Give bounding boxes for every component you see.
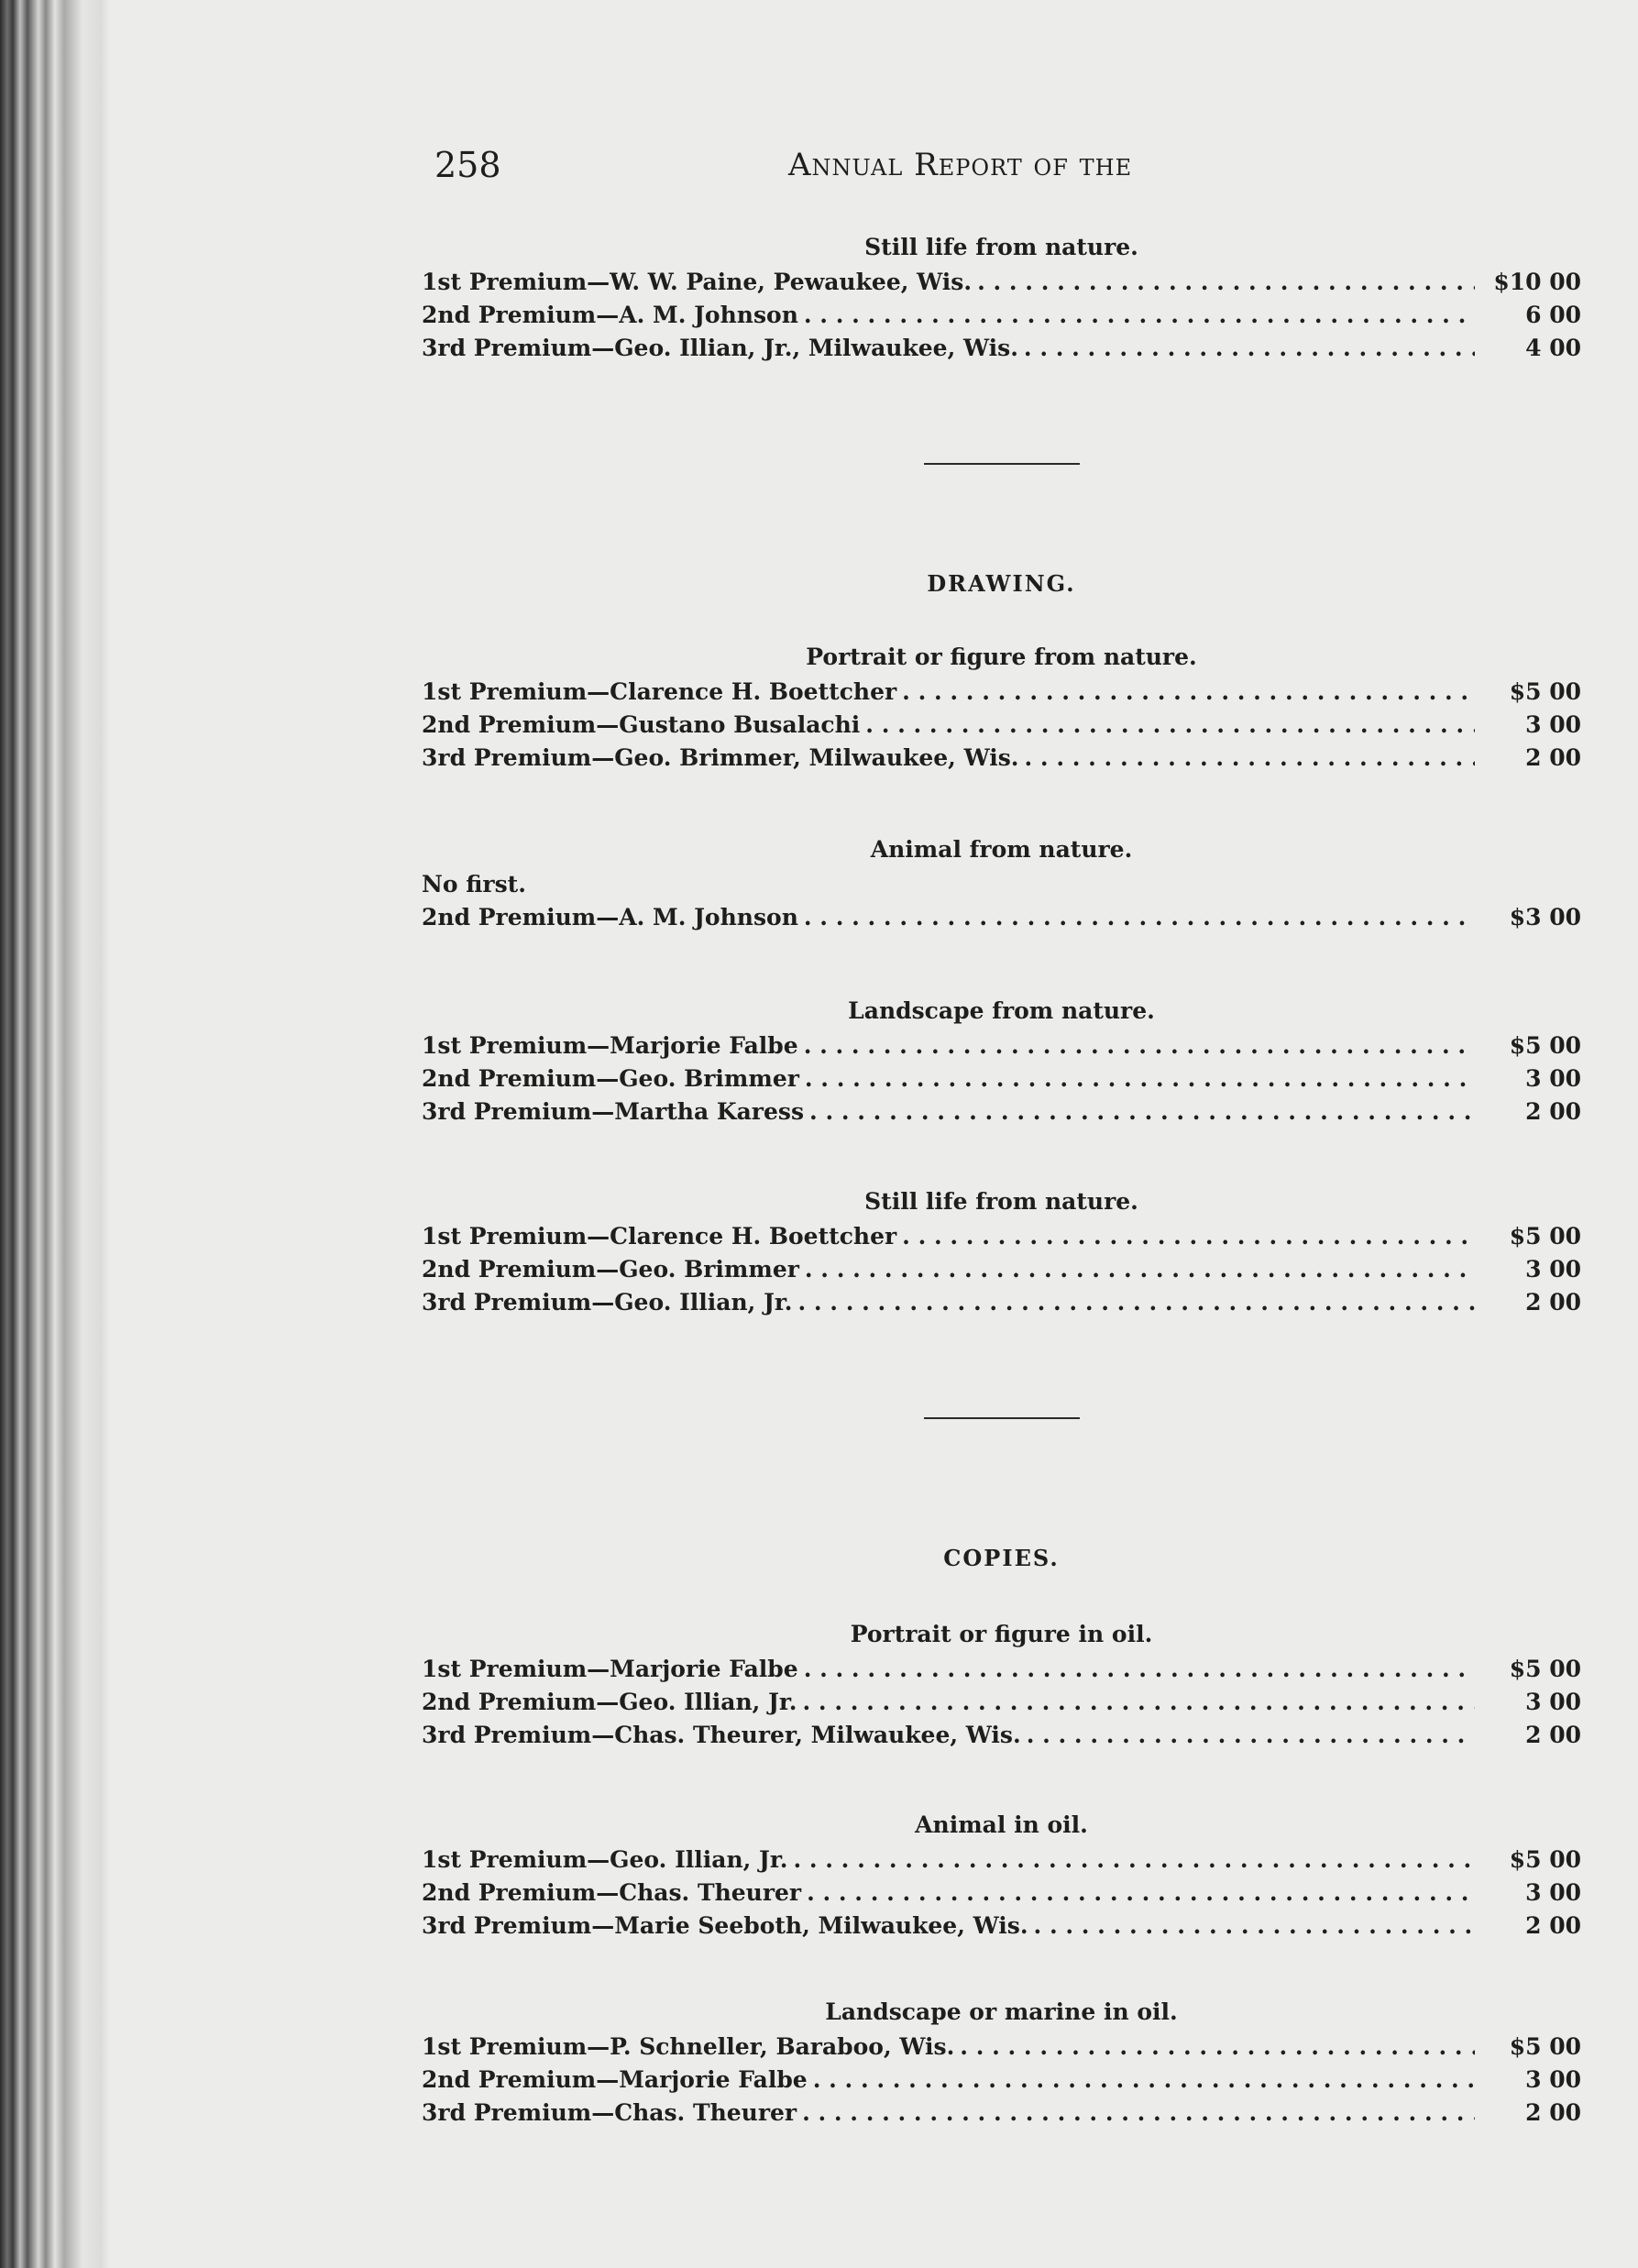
section-copies-portrait-oil — [422, 1621, 1581, 1752]
section-divider — [422, 463, 1581, 465]
premium-row: 2nd Premium—Chas. Theurer . . . 3 00 — [422, 1877, 1581, 1910]
page-number: 258 — [434, 145, 501, 185]
premium-row: 3rd Premium—Martha Karess . . . 2 00 — [422, 1095, 1581, 1128]
premium-row: 3rd Premium—Chas. Theurer, Milwaukee, Wis. . . . 2 00 — [422, 1719, 1581, 1752]
premium-row: 1st Premium—Clarence H. Boettcher . . . $5 00 — [422, 1220, 1581, 1253]
section-copies-title — [422, 1545, 1581, 1571]
subhead: Landscape from nature. — [848, 997, 1155, 1024]
premium-row: 1st Premium—Geo. Illian, Jr. . . . $5 00 — [422, 1844, 1581, 1877]
premium-row: 2nd Premium—Marjorie Falbe . . . 3 00 — [422, 2064, 1581, 2097]
premium-row: 1st Premium—P. Schneller, Baraboo, Wis. . . . $5 00 — [422, 2031, 1581, 2064]
subhead: Animal in oil. — [915, 1811, 1088, 1838]
category-title: DRAWING. — [927, 570, 1076, 597]
premium-row: 2nd Premium—Gustano Busalachi . . . 3 00 — [422, 709, 1581, 742]
document-page — [422, 138, 1581, 2126]
section-drawing-still-life — [422, 1188, 1581, 1319]
section-drawing-animal — [422, 836, 1581, 934]
subhead: Still life from nature. — [864, 234, 1138, 260]
subhead: Still life from nature. — [864, 1188, 1138, 1215]
section-painting-still-life — [422, 234, 1581, 365]
note: No first. — [422, 871, 526, 897]
premium-row: 1st Premium—Marjorie Falbe . . . $5 00 — [422, 1653, 1581, 1686]
book-binding-edge — [0, 0, 110, 2268]
subhead: Landscape or marine in oil. — [825, 1998, 1178, 2025]
subhead: Portrait or figure in oil. — [850, 1621, 1153, 1647]
premium-row: 2nd Premium—Geo. Brimmer . . . 3 00 — [422, 1062, 1581, 1095]
premium-row: 1st Premium—Clarence H. Boettcher . . . $5 00 — [422, 676, 1581, 709]
premium-row: 2nd Premium—A. M. Johnson . . . $3 00 — [422, 901, 1581, 934]
premium-row: 1st Premium—W. W. Paine, Pewaukee, Wis. . . . $10 00 — [422, 266, 1581, 299]
section-drawing-portrait — [422, 644, 1581, 775]
premium-row: 1st Premium—Marjorie Falbe . . . $5 00 — [422, 1029, 1581, 1062]
page-header — [422, 138, 1581, 193]
running-head: Annual Report of the — [788, 147, 1133, 183]
section-drawing-title — [422, 570, 1581, 597]
premium-row: 3rd Premium—Marie Seeboth, Milwaukee, Wis. . . . 2 00 — [422, 1910, 1581, 1943]
premium-row: 3rd Premium—Geo. Illian, Jr., Milwaukee, Wis. . . . 4 00 — [422, 332, 1581, 365]
section-copies-animal-oil — [422, 1811, 1581, 1943]
premium-row: 2nd Premium—A. M. Johnson . . . 6 00 — [422, 299, 1581, 332]
subhead: Portrait or figure from nature. — [806, 644, 1197, 670]
section-drawing-landscape — [422, 997, 1581, 1128]
section-divider — [422, 1417, 1581, 1419]
premium-row: 2nd Premium—Geo. Brimmer . . . 3 00 — [422, 1253, 1581, 1286]
premium-row: 2nd Premium—Geo. Illian, Jr. . . . 3 00 — [422, 1686, 1581, 1719]
category-title: COPIES. — [943, 1545, 1060, 1571]
premium-row: 3rd Premium—Chas. Theurer . . . 2 00 — [422, 2097, 1581, 2130]
section-copies-landscape-oil — [422, 1998, 1581, 2130]
premium-row: 3rd Premium—Geo. Brimmer, Milwaukee, Wis. . . . 2 00 — [422, 742, 1581, 775]
premium-row: 3rd Premium—Geo. Illian, Jr. . . . 2 00 — [422, 1286, 1581, 1319]
subhead: Animal from nature. — [870, 836, 1133, 863]
